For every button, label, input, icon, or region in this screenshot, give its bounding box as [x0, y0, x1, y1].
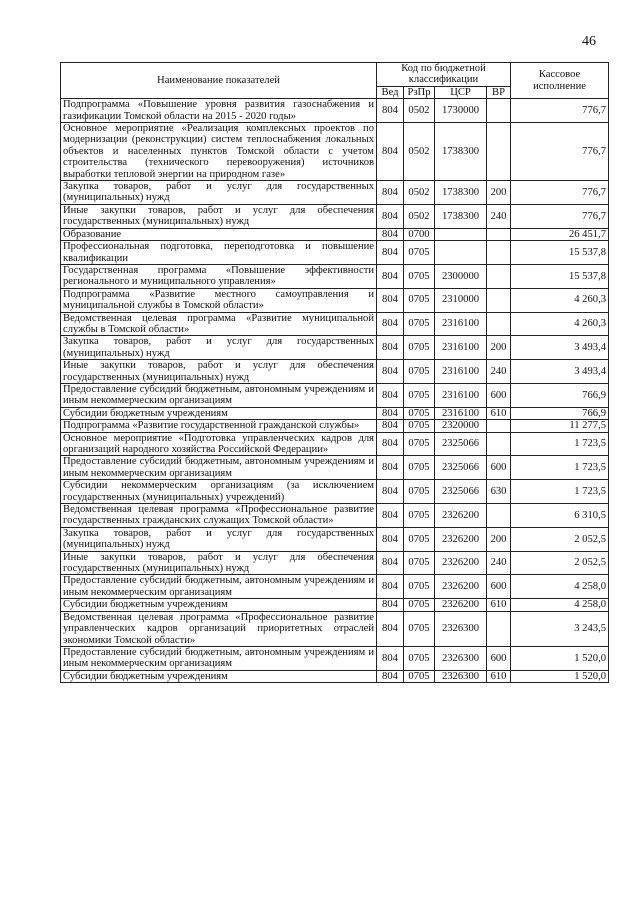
- row-csr: 2316100: [435, 360, 487, 384]
- row-vr: 200: [487, 336, 511, 360]
- table-row: [61, 228, 609, 240]
- row-ved: 804: [377, 336, 404, 360]
- table-row: [61, 312, 609, 336]
- row-amount: 766,9: [511, 407, 609, 419]
- row-vr: 610: [487, 670, 511, 682]
- row-rzpr: 0705: [404, 420, 435, 432]
- row-ved: 804: [377, 504, 404, 528]
- row-amount: 6 310,5: [511, 504, 609, 528]
- row-csr: 1738300: [435, 204, 487, 228]
- row-csr: 2316100: [435, 407, 487, 419]
- row-amount: 3 493,4: [511, 336, 609, 360]
- row-amount: 15 537,8: [511, 241, 609, 265]
- row-name: Иные закупки товаров, работ и услуг для обеспечения государственных (муниципальных) нужд: [61, 204, 377, 228]
- row-amount: 776,7: [511, 99, 609, 123]
- row-csr: [435, 228, 487, 240]
- row-amount: 11 277,5: [511, 420, 609, 432]
- row-rzpr: 0502: [404, 99, 435, 123]
- row-ved: 804: [377, 383, 404, 407]
- row-amount: 2 052,5: [511, 551, 609, 575]
- row-rzpr: 0705: [404, 670, 435, 682]
- row-csr: 1730000: [435, 99, 487, 123]
- row-name: Субсидии бюджетным учреждениям: [61, 407, 377, 419]
- row-rzpr: 0705: [404, 575, 435, 599]
- row-ved: 804: [377, 432, 404, 456]
- row-name: Профессиональная подготовка, переподготовка и повышение квалификации: [61, 241, 377, 265]
- row-vr: 630: [487, 480, 511, 504]
- row-rzpr: 0705: [404, 383, 435, 407]
- row-rzpr: 0705: [404, 288, 435, 312]
- row-csr: 2320000: [435, 420, 487, 432]
- row-ved: 804: [377, 241, 404, 265]
- row-csr: 2326200: [435, 527, 487, 551]
- table-row: [61, 181, 609, 205]
- row-amount: 776,7: [511, 123, 609, 181]
- row-amount: 1 520,0: [511, 646, 609, 670]
- row-name: Закупка товаров, работ и услуг для государственных (муниципальных) нужд: [61, 527, 377, 551]
- table-row: [61, 123, 609, 181]
- row-ved: 804: [377, 264, 404, 288]
- row-vr: [487, 312, 511, 336]
- header-code-group: Код по бюджетной классификации: [377, 63, 511, 87]
- row-amount: 4 260,3: [511, 312, 609, 336]
- table-row: [61, 204, 609, 228]
- row-vr: [487, 241, 511, 265]
- row-ved: 804: [377, 407, 404, 419]
- row-amount: 776,7: [511, 181, 609, 205]
- row-ved: 804: [377, 288, 404, 312]
- row-amount: 15 537,8: [511, 264, 609, 288]
- row-csr: 2326200: [435, 504, 487, 528]
- row-rzpr: 0705: [404, 599, 435, 611]
- row-rzpr: 0700: [404, 228, 435, 240]
- row-amount: 3 493,4: [511, 360, 609, 384]
- row-ved: 804: [377, 228, 404, 240]
- row-csr: 1738300: [435, 123, 487, 181]
- row-name: Подпрограмма «Развитие местного самоуправления и муниципальной службы в Томской области»: [61, 288, 377, 312]
- row-rzpr: 0705: [404, 611, 435, 646]
- row-ved: 804: [377, 611, 404, 646]
- row-rzpr: 0502: [404, 204, 435, 228]
- row-amount: 776,7: [511, 204, 609, 228]
- row-name: Основное мероприятие «Подготовка управленческих кадров для организаций народного хозяйства Российской Федерации»: [61, 432, 377, 456]
- row-ved: 804: [377, 420, 404, 432]
- table-row: [61, 599, 609, 611]
- row-name: Закупка товаров, работ и услуг для государственных (муниципальных) нужд: [61, 336, 377, 360]
- row-vr: [487, 228, 511, 240]
- table-row: [61, 646, 609, 670]
- table-row: [61, 407, 609, 419]
- row-csr: 2326200: [435, 551, 487, 575]
- row-csr: 2310000: [435, 288, 487, 312]
- row-vr: [487, 264, 511, 288]
- row-name: Предоставление субсидий бюджетным, автономным учреждениям и иным некоммерческим организациям: [61, 575, 377, 599]
- row-name: Субсидии некоммерческим организациям (за исключением государственных (муниципальных) учреждений): [61, 480, 377, 504]
- row-ved: 804: [377, 99, 404, 123]
- row-ved: 804: [377, 599, 404, 611]
- row-vr: [487, 123, 511, 181]
- row-csr: 2316100: [435, 312, 487, 336]
- row-vr: 240: [487, 551, 511, 575]
- row-vr: 240: [487, 360, 511, 384]
- row-amount: 1 520,0: [511, 670, 609, 682]
- table-row: [61, 288, 609, 312]
- row-amount: 1 723,5: [511, 456, 609, 480]
- row-name: Ведомственная целевая программа «Развитие муниципальной службы в Томской области»: [61, 312, 377, 336]
- row-amount: 2 052,5: [511, 527, 609, 551]
- row-name: Образование: [61, 228, 377, 240]
- row-rzpr: 0705: [404, 241, 435, 265]
- row-name: Субсидии бюджетным учреждениям: [61, 599, 377, 611]
- row-csr: 2326200: [435, 599, 487, 611]
- table-row: [61, 670, 609, 682]
- table-row: [61, 456, 609, 480]
- row-amount: 1 723,5: [511, 432, 609, 456]
- row-vr: 600: [487, 456, 511, 480]
- row-vr: 600: [487, 575, 511, 599]
- header-ved: Вед: [377, 86, 404, 98]
- row-name: Предоставление субсидий бюджетным, автономным учреждениям и иным некоммерческим организациям: [61, 383, 377, 407]
- table-row: [61, 575, 609, 599]
- row-csr: 2326300: [435, 646, 487, 670]
- row-csr: 2300000: [435, 264, 487, 288]
- row-rzpr: 0705: [404, 407, 435, 419]
- table-row: [61, 241, 609, 265]
- row-csr: [435, 241, 487, 265]
- table-row: [61, 551, 609, 575]
- row-name: Ведомственная целевая программа «Профессиональное развитие управленческих кадров организаций приоритетных отраслей экономики Томской области»: [61, 611, 377, 646]
- row-rzpr: 0705: [404, 646, 435, 670]
- header-name: Наименование показателей: [61, 63, 377, 99]
- table-row: [61, 264, 609, 288]
- header-amount: Кассовое исполнение: [511, 63, 609, 99]
- row-rzpr: 0705: [404, 264, 435, 288]
- row-vr: 200: [487, 527, 511, 551]
- row-name: Государственная программа «Повышение эффективности регионального и муниципального управления»: [61, 264, 377, 288]
- row-ved: 804: [377, 551, 404, 575]
- table-row: [61, 99, 609, 123]
- row-name: Подпрограмма «Повышение уровня развития газоснабжения и газификации Томской области на 2015 - 2020 годы»: [61, 99, 377, 123]
- header-csr: ЦСР: [435, 86, 487, 98]
- row-rzpr: 0705: [404, 480, 435, 504]
- row-vr: 240: [487, 204, 511, 228]
- row-csr: 2325066: [435, 456, 487, 480]
- row-ved: 804: [377, 480, 404, 504]
- row-ved: 804: [377, 527, 404, 551]
- row-vr: [487, 611, 511, 646]
- table-body: [61, 99, 609, 683]
- row-vr: 610: [487, 599, 511, 611]
- row-ved: 804: [377, 575, 404, 599]
- row-ved: 804: [377, 646, 404, 670]
- table-header: [61, 63, 609, 99]
- row-vr: [487, 420, 511, 432]
- table-row: [61, 383, 609, 407]
- row-vr: [487, 99, 511, 123]
- row-amount: 4 258,0: [511, 599, 609, 611]
- row-ved: 804: [377, 670, 404, 682]
- row-csr: 2316100: [435, 336, 487, 360]
- row-ved: 804: [377, 181, 404, 205]
- row-rzpr: 0705: [404, 360, 435, 384]
- row-vr: [487, 504, 511, 528]
- row-rzpr: 0502: [404, 181, 435, 205]
- header-rzpr: РзПр: [404, 86, 435, 98]
- row-vr: 600: [487, 646, 511, 670]
- row-ved: 804: [377, 123, 404, 181]
- row-name: Основное мероприятие «Реализация комплексных проектов по модернизации (реконструкции) систем теплоснабжения локальных объектов и населенных пунктов Томской области с учетом строительства (технического перевооружения) источников выработки тепловой энергии на природном газе»: [61, 123, 377, 181]
- row-amount: 3 243,5: [511, 611, 609, 646]
- row-vr: 600: [487, 383, 511, 407]
- row-name: Субсидии бюджетным учреждениям: [61, 670, 377, 682]
- table-row: [61, 336, 609, 360]
- row-rzpr: 0705: [404, 312, 435, 336]
- row-name: Закупка товаров, работ и услуг для государственных (муниципальных) нужд: [61, 181, 377, 205]
- table-row: [61, 611, 609, 646]
- row-vr: [487, 432, 511, 456]
- row-name: Ведомственная целевая программа «Профессиональное развитие государственных гражданских служащих Томской области»: [61, 504, 377, 528]
- row-vr: 610: [487, 407, 511, 419]
- row-name: Предоставление субсидий бюджетным, автономным учреждениям и иным некоммерческим организациям: [61, 646, 377, 670]
- row-rzpr: 0705: [404, 336, 435, 360]
- row-rzpr: 0705: [404, 551, 435, 575]
- table-row: [61, 480, 609, 504]
- row-name: Иные закупки товаров, работ и услуг для обеспечения государственных (муниципальных) нужд: [61, 360, 377, 384]
- row-vr: [487, 288, 511, 312]
- table-row: [61, 432, 609, 456]
- row-csr: 2316100: [435, 383, 487, 407]
- row-rzpr: 0705: [404, 456, 435, 480]
- row-amount: 4 260,3: [511, 288, 609, 312]
- row-rzpr: 0705: [404, 432, 435, 456]
- table-row: [61, 504, 609, 528]
- page-number: 46: [582, 34, 596, 49]
- row-amount: 1 723,5: [511, 480, 609, 504]
- row-csr: 1738300: [435, 181, 487, 205]
- row-vr: 200: [487, 181, 511, 205]
- row-csr: 2325066: [435, 432, 487, 456]
- row-ved: 804: [377, 204, 404, 228]
- row-ved: 804: [377, 360, 404, 384]
- table-row: [61, 420, 609, 432]
- row-ved: 804: [377, 312, 404, 336]
- row-name: Иные закупки товаров, работ и услуг для обеспечения государственных (муниципальных) нужд: [61, 551, 377, 575]
- budget-table: [60, 62, 609, 683]
- row-rzpr: 0502: [404, 123, 435, 181]
- row-amount: 766,9: [511, 383, 609, 407]
- row-csr: 2326300: [435, 611, 487, 646]
- row-rzpr: 0705: [404, 504, 435, 528]
- row-amount: 4 258,0: [511, 575, 609, 599]
- header-vr: ВР: [487, 86, 511, 98]
- row-name: Предоставление субсидий бюджетным, автономным учреждениям и иным некоммерческим организациям: [61, 456, 377, 480]
- table-row: [61, 527, 609, 551]
- table-row: [61, 360, 609, 384]
- row-csr: 2325066: [435, 480, 487, 504]
- row-name: Подпрограмма «Развитие государственной гражданской службы»: [61, 420, 377, 432]
- row-csr: 2326200: [435, 575, 487, 599]
- row-csr: 2326300: [435, 670, 487, 682]
- row-amount: 26 451,7: [511, 228, 609, 240]
- row-rzpr: 0705: [404, 527, 435, 551]
- row-ved: 804: [377, 456, 404, 480]
